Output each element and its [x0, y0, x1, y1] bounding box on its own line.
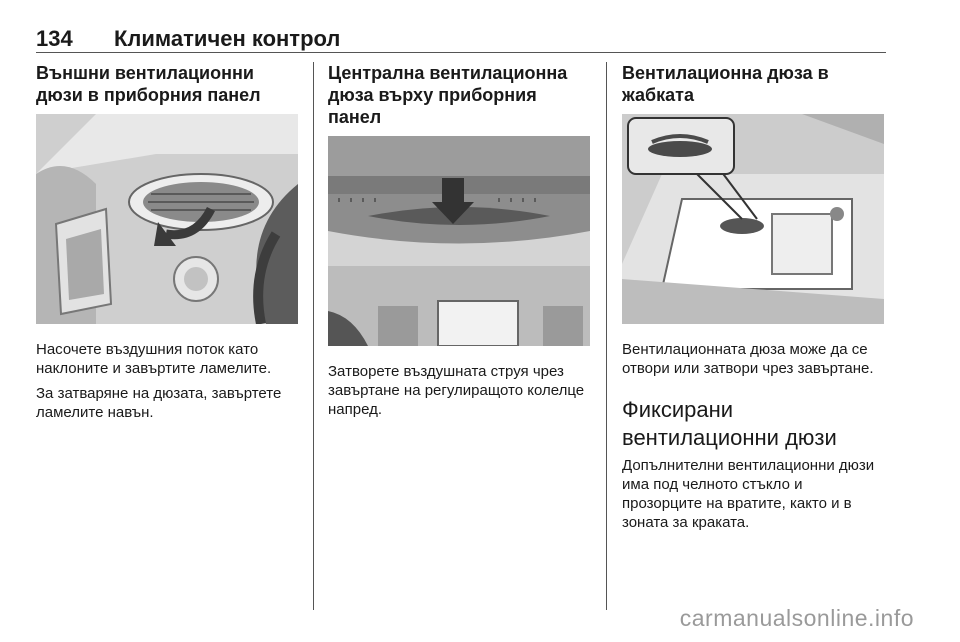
- paragraph: Вентилационната дюза може да се отвори или затвори чрез завъртане.: [622, 341, 874, 377]
- column-divider-1: [313, 62, 314, 610]
- outer-vent-illustration: [36, 114, 298, 324]
- paragraph: За затваряне на дюзата, завъртете ламелите навън.: [36, 385, 282, 421]
- column-outer-vents: [36, 62, 298, 428]
- paragraph: Насочете въздушния поток като наклоните и завъртите ламелите.: [36, 341, 272, 377]
- page-number: 134: [36, 26, 73, 51]
- paragraph: Допълнителни вентилационни дюзи има под челното стъкло и прозорците на вратите, както и в зоната за краката.: [622, 457, 875, 531]
- section-heading-center-vent: Централна вентилационна дюза върху приборния панел: [328, 63, 568, 127]
- chapter-title: Климатичен контрол: [114, 26, 341, 51]
- column-divider-2: [606, 62, 607, 610]
- paragraph: Затворете въздушната струя чрез завъртане на регулиращото колелце напред.: [328, 363, 585, 418]
- section-heading-outer-vents: Външни вентилационни дюзи в приборния панел: [36, 63, 261, 105]
- subsection-heading-fixed-vents: Фиксирани вентилационни дюзи: [622, 397, 837, 450]
- watermark: carmanualsonline.info: [679, 605, 914, 631]
- column-center-vent: [328, 62, 590, 425]
- page-header: [36, 26, 886, 52]
- section-heading-glovebox-vent: Вентилационна дюза в жабката: [622, 63, 829, 105]
- column-glovebox-vent: [622, 62, 884, 538]
- center-vent-illustration: [328, 136, 590, 346]
- header-divider: [36, 52, 886, 53]
- glovebox-vent-illustration: [622, 114, 884, 324]
